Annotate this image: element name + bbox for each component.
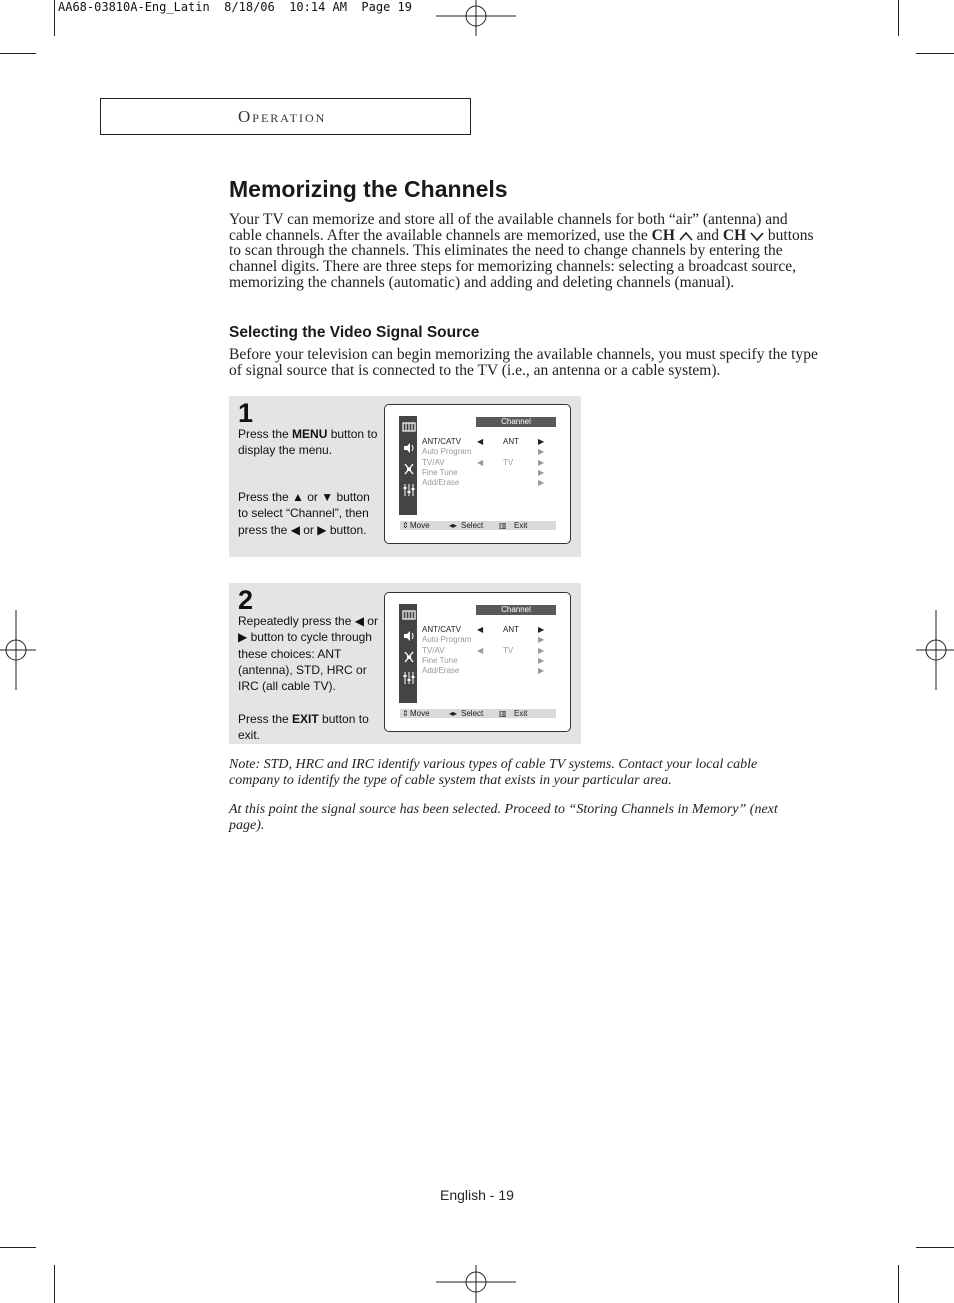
registration-mark-bottom <box>436 1265 516 1303</box>
osd-row-auto-program[interactable]: Auto Program ▶ <box>422 635 545 645</box>
ch-label: CH <box>722 226 747 244</box>
intro-text-2: buttons to scan through the channels. This eliminates the need to change channels by entering the channel digits. There are three steps for memorizing channels: selecting a broadcast source, memorizing the channels (automatic) and adding and deleting channels (manual). <box>229 226 814 291</box>
exit-menu-icon: ▥ <box>499 521 507 530</box>
left-arrow-icon: ◀ <box>477 625 484 634</box>
step-1-instruction-a: Press the MENU button to display the menu. <box>238 427 378 458</box>
chevron-up-icon <box>679 231 693 241</box>
note-signal-selected: At this point the signal source has been selected. Proceed to “Storing Channels in Memory” (next page). <box>229 802 778 833</box>
left-arrow-icon: ◀ <box>477 457 484 467</box>
osd-row-ant-catv[interactable]: ANT/CATV ◀ ANT ▶ <box>422 437 545 446</box>
osd-footer: ⇕ Move ◂▸ Select ▥ Exit <box>400 709 556 718</box>
section-header-box <box>100 98 471 135</box>
osd-row-auto-program[interactable]: Auto Program ▶ <box>422 447 545 457</box>
osd-row-fine-tune[interactable]: Fine Tune ▶ <box>422 655 545 665</box>
subheading-paragraph: Before your television can begin memorizing the available channels, you must specify the type of signal source that is connected to the TV (i.e., an antenna or a cable system). <box>229 346 818 379</box>
osd-row-tv-av[interactable]: TV/AV ◀ TV ▶ <box>422 457 545 467</box>
osd-row-add-erase[interactable]: Add/Erase ▶ <box>422 478 545 488</box>
step-2-instruction-b: Press the EXIT button to exit. <box>238 712 369 743</box>
right-arrow-icon: ▶ <box>538 437 545 446</box>
intro-paragraph <box>229 212 819 291</box>
tv-osd-screen <box>384 592 571 732</box>
osd-channel-header: Channel <box>476 605 556 615</box>
osd-icon-bar <box>399 416 417 515</box>
note-cable-systems: Note: STD, HRC and IRC identify various types of cable TV systems. Contact your local cable company to identify the type of cable system that exists in your particular area. <box>229 757 758 788</box>
osd-row-add-erase[interactable]: Add/Erase ▶ <box>422 666 545 676</box>
tv-osd-screen <box>384 404 571 544</box>
exit-key-label: EXIT <box>292 712 319 726</box>
osd-row-fine-tune[interactable]: Fine Tune ▶ <box>422 467 545 477</box>
step-number: 2 <box>238 585 254 615</box>
osd-menu-list <box>422 625 560 676</box>
intro-text-1: Your TV can memorize and store all of the available channels for both “air” (antenna) and cable channels. After the available channels are memorized, use the <box>229 211 788 244</box>
move-icon: ⇕ <box>402 521 409 530</box>
select-icon: ◂▸ <box>449 709 458 718</box>
osd-row-ant-catv[interactable]: ANT/CATV ◀ ANT ▶ <box>422 625 545 634</box>
right-arrow-icon: ▶ <box>538 645 545 655</box>
select-icon: ◂▸ <box>449 521 458 530</box>
chevron-down-icon <box>750 231 764 241</box>
picture-icon <box>402 608 416 622</box>
osd-channel-header: Channel <box>476 417 556 427</box>
right-arrow-icon: ▶ <box>538 625 545 634</box>
right-arrow-icon: ▶ <box>538 655 545 665</box>
move-icon: ⇕ <box>402 709 409 718</box>
section-title: Operation <box>238 107 327 126</box>
menu-key-label: MENU <box>292 427 328 441</box>
setup-icon <box>402 483 416 497</box>
ch-label: CH <box>651 226 675 244</box>
osd-icon-bar <box>399 604 417 703</box>
left-arrow-icon: ◀ <box>477 645 484 655</box>
subheading: Selecting the Video Signal Source <box>229 324 480 341</box>
right-arrow-icon: ▶ <box>538 666 545 676</box>
step-number: 1 <box>238 398 254 428</box>
exit-menu-icon: ▥ <box>499 709 507 718</box>
registration-mark-left <box>0 610 36 690</box>
osd-row-tv-av[interactable]: TV/AV ◀ TV ▶ <box>422 645 545 655</box>
channel-icon <box>402 462 416 476</box>
page-footer: English - 19 <box>440 1187 514 1203</box>
print-slug: AA68-03810A-Eng_Latin 8/18/06 10:14 AM Page 19 <box>58 0 413 14</box>
osd-menu-list <box>422 437 560 488</box>
step-2-panel <box>229 583 581 744</box>
sound-icon <box>402 441 416 455</box>
channel-icon <box>402 650 416 664</box>
intro-and: and <box>696 226 720 244</box>
step-1-panel <box>229 396 581 557</box>
picture-icon <box>402 420 416 434</box>
right-arrow-icon: ▶ <box>538 635 545 645</box>
step-2-instruction-a: Repeatedly press the ◀ or ▶ button to cycle through these choices: ANT (antenna), STD, HRC or IRC (all cable TV). <box>238 614 378 694</box>
right-arrow-icon: ▶ <box>538 467 545 477</box>
left-arrow-icon: ◀ <box>477 437 484 446</box>
page-title: Memorizing the Channels <box>229 176 508 202</box>
step-1-instruction-b: Press the ▲ or ▼ button to select “Channel”, then press the ◀ or ▶ button. <box>238 490 370 537</box>
right-arrow-icon: ▶ <box>538 457 545 467</box>
sound-icon <box>402 629 416 643</box>
registration-mark-right <box>916 610 954 690</box>
setup-icon <box>402 671 416 685</box>
registration-mark-top <box>436 0 516 36</box>
osd-footer: ⇕ Move ◂▸ Select ▥ Exit <box>400 521 556 530</box>
right-arrow-icon: ▶ <box>538 447 545 457</box>
right-arrow-icon: ▶ <box>538 478 545 488</box>
